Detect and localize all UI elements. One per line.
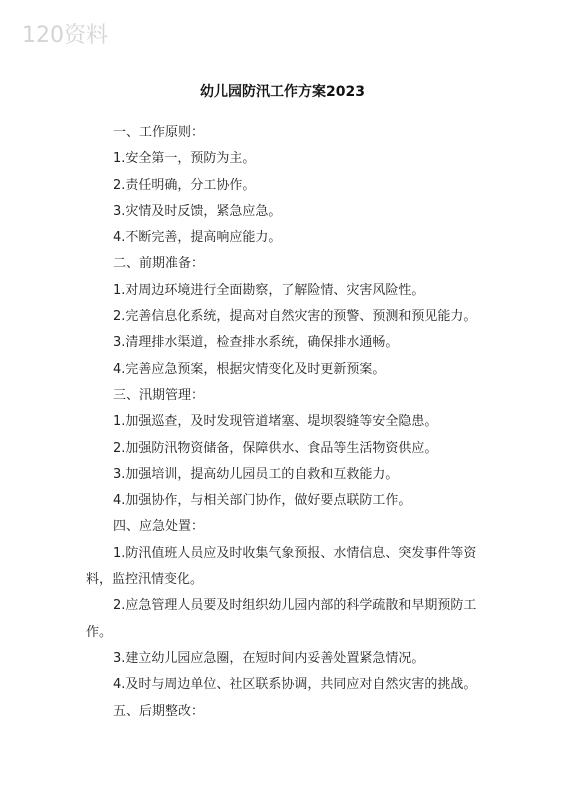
- document-title: 幼儿园防汛工作方案2023: [200, 84, 365, 100]
- list-item: 2.责任明确，分工协作。: [113, 177, 256, 193]
- list-item: 1.安全第一，预防为主。: [113, 151, 256, 167]
- list-item: 1.防汛值班人员应及时收集气象预报、水情信息、突发事件等资料，监控汛情变化。: [86, 545, 477, 588]
- section-heading: 二、前期准备：: [113, 256, 205, 272]
- list-item: 3.加强培训，提高幼儿园员工的自救和互救能力。: [113, 466, 399, 482]
- list-item: 3.建立幼儿园应急圈，在短时间内妥善处置紧急情况。: [113, 650, 425, 666]
- section-heading: 三、汛期管理：: [113, 387, 205, 403]
- list-item: 3.清理排水渠道，检查排水系统，确保排水通畅。: [113, 335, 399, 351]
- list-item: 4.及时与周边单位、社区联系协调，共同应对自然灾害的挑战。: [113, 677, 477, 693]
- list-item: 4.完善应急预案，根据灾情变化及时更新预案。: [113, 361, 386, 377]
- section-heading: 一、工作原则：: [113, 125, 205, 140]
- section-heading: 五、后期整改：: [113, 703, 205, 719]
- list-item: 4.加强协作，与相关部门协作，做好要点联防工作。: [113, 493, 412, 509]
- list-item: 2.加强防汛物资储备，保障供水、食品等生活物资供应。: [113, 440, 438, 456]
- document-body: [86, 120, 481, 725]
- list-item: 4.不断完善，提高响应能力。: [113, 230, 282, 246]
- list-item: 2.完善信息化系统，提高对自然灾害的预警、预测和预见能力。: [113, 309, 477, 325]
- list-item: 1.加强巡查，及时发现管道堵塞、堤坝裂缝等安全隐患。: [113, 414, 438, 430]
- list-item: 2.应急管理人员要及时组织幼儿园内部的科学疏散和早期预防工作。: [86, 598, 477, 640]
- watermark: 120资料: [22, 23, 108, 48]
- list-item: 3.灾情及时反馈，紧急应急。: [113, 203, 282, 219]
- list-item: 1.对周边环境进行全面勘察，了解险情、灾害风险性。: [113, 282, 425, 298]
- section-heading: 四、应急处置：: [113, 519, 205, 535]
